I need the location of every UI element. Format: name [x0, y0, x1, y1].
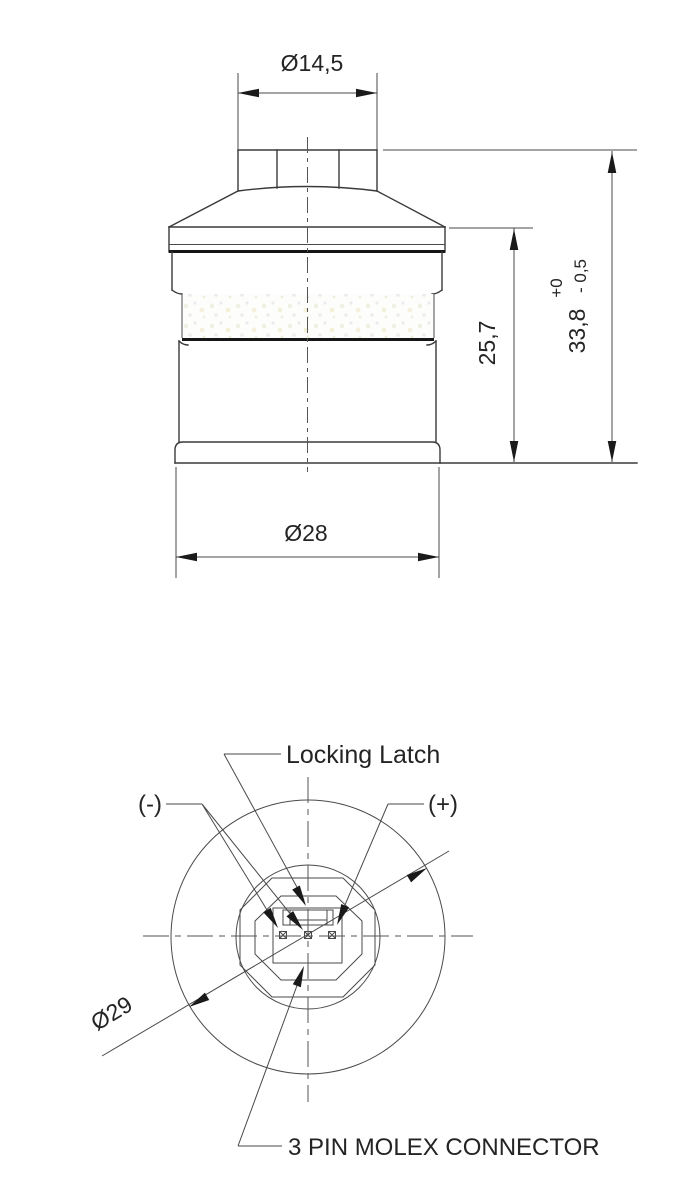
dim-cap-diameter [238, 50, 377, 149]
arrowhead [608, 152, 617, 173]
pin-cross [280, 932, 287, 939]
side-view-outline [169, 137, 637, 472]
arrowhead [187, 993, 209, 1011]
label-positive [333, 791, 458, 927]
arrowhead [510, 441, 519, 462]
locking-latch-text: Locking Latch [286, 741, 441, 769]
arrowhead [608, 441, 617, 462]
dim-total-tolerance-upper: +0 [547, 278, 566, 298]
arrowhead [510, 229, 519, 250]
side-view [169, 50, 637, 578]
dim-body-height [449, 228, 533, 462]
arrowhead [333, 904, 349, 927]
dim-total-tolerance-lower: - 0,5 [571, 258, 590, 294]
dim-cap-diameter-text: Ø14,5 [280, 50, 344, 76]
pin-negative-1 [280, 932, 287, 939]
arrowhead [176, 553, 197, 562]
label-negative [138, 791, 306, 933]
dim-body-height-text: 25,7 [474, 320, 500, 366]
arrowhead [238, 89, 259, 98]
arrowhead [293, 965, 308, 988]
arrowhead [356, 89, 377, 98]
label-locking-latch [224, 741, 440, 908]
dim-diagonal-line [102, 851, 449, 1056]
negative-text: (-) [138, 791, 162, 818]
arrowhead [292, 885, 310, 908]
dim-total-height-text: 33,8 [564, 308, 590, 354]
bottom-view [86, 741, 599, 1161]
locking-latch-leader [224, 754, 304, 900]
bottom-view-outline [143, 777, 473, 1102]
dim-base-diameter [176, 467, 439, 578]
arrowhead [418, 553, 439, 562]
pin-cross [329, 932, 336, 939]
dim-base-diameter-text: Ø28 [284, 520, 328, 546]
arrowhead [286, 911, 306, 933]
pin-positive [329, 932, 336, 939]
connector-text: 3 PIN MOLEX CONNECTOR [288, 1134, 600, 1161]
positive-text: (+) [428, 791, 458, 818]
dim-outer-diameter-text: Ø29 [86, 990, 137, 1036]
label-connector [238, 965, 600, 1161]
